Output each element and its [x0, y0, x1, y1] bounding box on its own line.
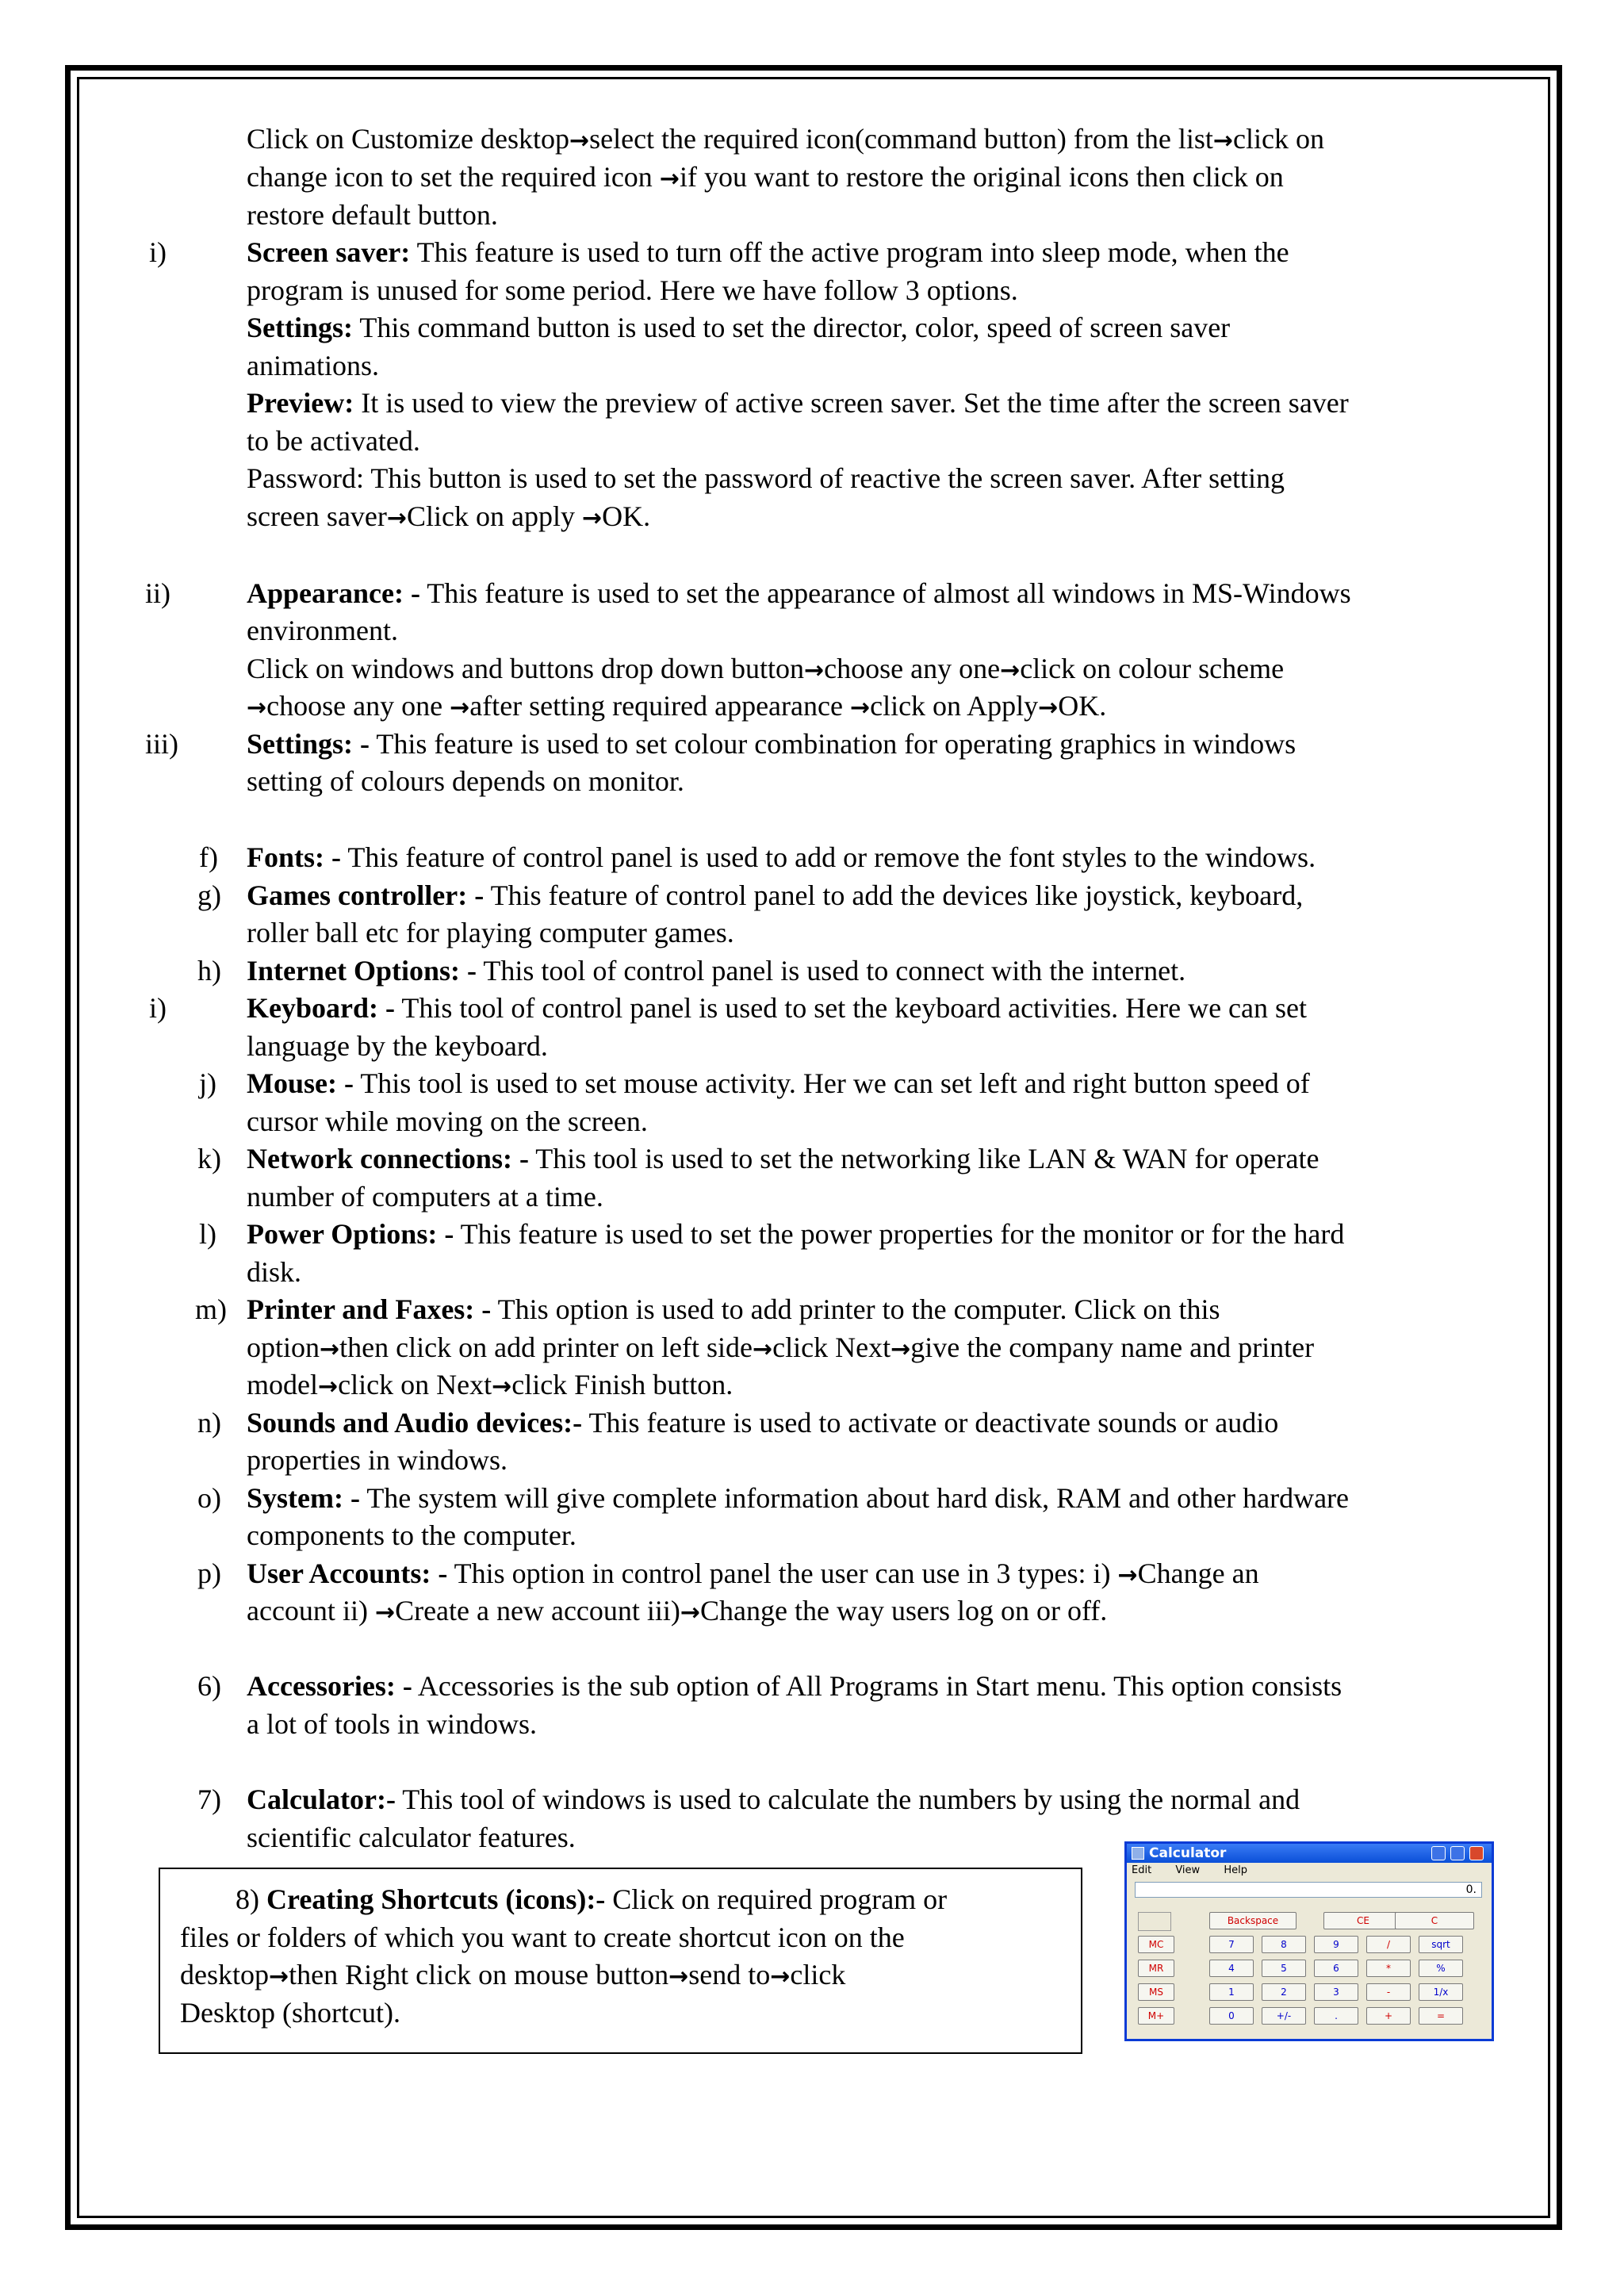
calculator-key: 1/x	[1419, 1983, 1463, 2001]
bold-term: Creating Shortcuts (icons):-	[266, 1883, 606, 1915]
text-run: This option in control panel the user can use in 3 types: i)	[447, 1557, 1118, 1589]
text-run: This feature of control panel to add the devices like joystick, keyboard,	[484, 879, 1304, 911]
list-marker: l)	[199, 1218, 216, 1250]
calculator-key: MC	[1138, 1936, 1174, 1953]
text-run: click Next	[772, 1331, 891, 1363]
text-run: language by the keyboard.	[247, 1030, 548, 1062]
text-line	[247, 1065, 1310, 1103]
arrow-right-icon: →	[374, 1599, 396, 1626]
arrow-right-icon: →	[659, 165, 680, 193]
text-run: cursor while moving on the screen.	[247, 1105, 648, 1137]
text-run: click on colour scheme	[1020, 653, 1285, 684]
list-marker: ii)	[145, 577, 170, 609]
text-run: change icon to set the required icon	[247, 161, 660, 193]
calculator-title-bar	[1127, 1844, 1492, 1863]
text-run: The system will give complete information about hard disk, RAM and other hardware	[359, 1482, 1350, 1514]
calculator-menu-bar	[1132, 1864, 1268, 1876]
bold-term: System: -	[247, 1482, 360, 1514]
calculator-key: C	[1395, 1912, 1474, 1929]
text-line	[247, 1781, 1300, 1819]
text-line	[247, 1216, 1344, 1254]
text-line	[247, 952, 1185, 990]
calculator-key: 5	[1262, 1960, 1306, 1977]
text-run: give the company name and printer	[910, 1331, 1315, 1363]
calculator-key: 8	[1262, 1936, 1306, 1953]
maximize-icon	[1450, 1846, 1465, 1860]
text-line	[247, 726, 1296, 764]
text-line	[247, 1404, 1278, 1443]
shortcut-text-line	[180, 1919, 905, 1957]
calculator-key: -	[1366, 1983, 1411, 2001]
text-run: This feature of control panel is used to add or remove the font styles to the windows.	[341, 841, 1316, 873]
calculator-key: 6	[1314, 1960, 1358, 1977]
calculator-key: %	[1419, 1960, 1463, 1977]
bold-term: Keyboard: -	[247, 992, 395, 1024]
text-run: This feature is used to set colour combination for operating graphics in windows	[370, 728, 1297, 760]
text-run: click	[790, 1959, 846, 1990]
list-marker: k)	[197, 1143, 221, 1174]
text-line	[247, 121, 1324, 160]
arrow-right-icon: →	[753, 1335, 773, 1363]
text-line	[247, 1706, 537, 1744]
calculator-key: /	[1366, 1936, 1411, 1953]
text-run: screen saver	[247, 500, 387, 532]
calculator-key: .	[1314, 2007, 1358, 2025]
text-run: click on Next	[338, 1369, 492, 1400]
text-run: a lot of tools in windows.	[247, 1708, 537, 1740]
text-run: then click on add printer on left side	[339, 1331, 753, 1363]
text-run: This feature is used to set the appearance of almost all windows in MS-Windows	[419, 577, 1351, 609]
close-icon	[1469, 1846, 1484, 1860]
text-line	[247, 347, 379, 385]
list-marker: 6)	[197, 1670, 221, 1702]
bold-term: Settings: -	[247, 728, 370, 760]
text-run: This feature is used to set the power properties for the monitor or for the hard	[454, 1218, 1345, 1250]
list-marker: p)	[197, 1557, 221, 1589]
arrow-right-icon: →	[668, 1963, 689, 1990]
text-run: It is used to view the preview of active screen saver. Set the time after the screen saver	[354, 387, 1349, 419]
list-marker: iii)	[145, 728, 178, 760]
text-run: components to the computer.	[247, 1519, 576, 1551]
arrow-right-icon: →	[269, 1963, 289, 1990]
calculator-app-icon	[1132, 1847, 1144, 1860]
text-line	[247, 1140, 1319, 1178]
text-line	[247, 763, 684, 801]
calculator-key: 7	[1209, 1936, 1254, 1953]
bold-term: Screen saver:	[247, 236, 411, 268]
bold-term: Games controller: -	[247, 879, 485, 911]
text-run: Click on Customize desktop	[247, 123, 569, 155]
calculator-key: CE	[1323, 1912, 1403, 1929]
text-line	[247, 272, 1018, 310]
text-run: Click on required program or	[605, 1883, 948, 1915]
text-run: Change the way users log on or off.	[700, 1595, 1108, 1626]
text-run: model	[247, 1369, 318, 1400]
text-run: number of computers at a time.	[247, 1181, 603, 1213]
text-run: program is unused for some period. Here we have follow 3 options.	[247, 274, 1018, 306]
text-run: account ii)	[247, 1595, 375, 1626]
arrow-right-icon: →	[803, 657, 825, 684]
text-run: restore default button.	[247, 199, 498, 231]
calculator-key: +	[1366, 2007, 1411, 2025]
calculator-key: sqrt	[1419, 1936, 1463, 1953]
shortcut-text-line	[236, 1881, 947, 1919]
arrow-right-icon: →	[1000, 657, 1021, 684]
calculator-key: Backspace	[1209, 1912, 1297, 1929]
list-marker: i)	[149, 992, 167, 1024]
calculator-key: +/-	[1262, 2007, 1306, 2025]
calculator-menu-help: Help	[1224, 1864, 1247, 1876]
text-line	[247, 877, 1303, 915]
arrow-right-icon: →	[317, 1373, 339, 1400]
text-run: OK.	[1058, 690, 1107, 722]
text-line	[247, 914, 734, 952]
bold-term: Power Options: -	[247, 1218, 454, 1250]
arrow-right-icon: →	[320, 1335, 340, 1363]
bold-term: Preview:	[247, 387, 354, 419]
text-run: select the required icon(command button) from the list	[589, 123, 1213, 155]
calculator-key: 3	[1314, 1983, 1358, 2001]
text-run: 8)	[236, 1883, 266, 1915]
text-run: click on	[1233, 123, 1324, 155]
minimize-icon	[1431, 1846, 1446, 1860]
text-run: This tool of control panel is used to connect with the internet.	[477, 955, 1186, 987]
list-marker: o)	[197, 1482, 221, 1514]
arrow-right-icon: →	[569, 127, 590, 155]
calculator-key: *	[1366, 1960, 1411, 1977]
shortcut-text-line	[180, 1956, 845, 1996]
text-run: scientific calculator features.	[247, 1822, 576, 1853]
text-line	[247, 688, 1106, 727]
text-run: choose any one	[824, 653, 1001, 684]
text-line	[247, 1668, 1342, 1706]
text-line	[247, 423, 420, 461]
arrow-right-icon: →	[1117, 1561, 1138, 1589]
text-run: This option is used to add printer to the computer. Click on this	[491, 1293, 1220, 1325]
text-line	[247, 1555, 1259, 1595]
calculator-screenshot	[1124, 1841, 1494, 2041]
arrow-right-icon: →	[386, 504, 408, 532]
calculator-key: 2	[1262, 1983, 1306, 2001]
text-run: environment.	[247, 615, 398, 646]
bold-term: Network connections: -	[247, 1143, 529, 1174]
text-line	[247, 1329, 1314, 1369]
calculator-menu-view: View	[1175, 1864, 1201, 1876]
text-run: after setting required appearance	[469, 690, 850, 722]
text-line	[247, 1103, 648, 1141]
text-line	[247, 1254, 301, 1292]
text-run: Create a new account iii)	[395, 1595, 680, 1626]
bold-term: Internet Options: -	[247, 955, 477, 987]
list-marker: f)	[199, 841, 218, 873]
text-run: This tool of windows is used to calculate the numbers by using the normal and	[395, 1784, 1300, 1815]
shortcut-section-box	[159, 1868, 1082, 2054]
text-line	[247, 1028, 548, 1066]
text-line	[247, 159, 1284, 198]
text-line	[247, 990, 1307, 1028]
text-run: if you want to restore the original icons then click on	[679, 161, 1284, 193]
calculator-key: MS	[1138, 1983, 1174, 2001]
text-run: roller ball etc for playing computer games.	[247, 917, 734, 948]
calculator-key: M+	[1138, 2007, 1174, 2025]
text-line	[247, 1442, 508, 1480]
text-run: click Finish button.	[511, 1369, 733, 1400]
bold-term: Accessories: -	[247, 1670, 412, 1702]
text-run: animations.	[247, 350, 379, 381]
text-line	[247, 1366, 733, 1406]
list-marker: h)	[197, 955, 221, 987]
text-run: send to	[688, 1959, 771, 1990]
text-run: click on Apply	[870, 690, 1039, 722]
text-run: to be activated.	[247, 425, 420, 457]
text-line	[247, 575, 1351, 613]
text-line	[247, 309, 1230, 347]
text-run: properties in windows.	[247, 1444, 508, 1476]
text-line	[247, 612, 398, 650]
list-marker: m)	[195, 1293, 227, 1325]
calculator-key: 1	[1209, 1983, 1254, 2001]
text-run: Password: This button is used to set the password of reactive the screen saver. After setting	[247, 462, 1285, 494]
arrow-right-icon: →	[891, 1335, 911, 1363]
text-run: option	[247, 1331, 320, 1363]
text-run: Click on windows and buttons drop down button	[247, 653, 804, 684]
list-marker: 7)	[197, 1784, 221, 1815]
text-line	[247, 839, 1316, 877]
bold-term: Calculator:-	[247, 1784, 396, 1815]
text-line	[247, 1819, 576, 1857]
bold-term: Appearance: -	[247, 577, 420, 609]
bold-term: Sounds and Audio devices:-	[247, 1407, 583, 1439]
text-run: Desktop (shortcut).	[180, 1997, 400, 2029]
arrow-right-icon: →	[492, 1373, 512, 1400]
arrow-right-icon: →	[849, 694, 871, 722]
text-line	[247, 498, 650, 538]
text-run: This feature is used to turn off the active program into sleep mode, when the	[410, 236, 1289, 268]
text-run: Accessories is the sub option of All Programs in Start menu. This option consists	[412, 1670, 1342, 1702]
arrow-right-icon: →	[582, 504, 603, 532]
arrow-right-icon: →	[1038, 694, 1059, 722]
arrow-right-icon: →	[1212, 127, 1234, 155]
text-run: Click on apply	[407, 500, 583, 532]
bold-term: User Accounts: -	[247, 1557, 448, 1589]
calculator-display: 0.	[1135, 1882, 1482, 1898]
list-marker: i)	[149, 236, 167, 268]
list-marker: j)	[199, 1067, 216, 1099]
text-run: Change an	[1137, 1557, 1259, 1589]
calculator-key: 9	[1314, 1936, 1358, 1953]
text-line	[247, 650, 1284, 690]
text-run: This command button is used to set the director, color, speed of screen saver	[353, 312, 1231, 343]
text-run: desktop	[180, 1959, 269, 1990]
arrow-right-icon: →	[680, 1599, 701, 1626]
text-line	[247, 1480, 1349, 1518]
text-line	[247, 1291, 1220, 1329]
text-run: choose any one	[266, 690, 450, 722]
text-run: This tool of control panel is used to set the keyboard activities. Here we can set	[394, 992, 1307, 1024]
bold-term: Mouse: -	[247, 1067, 354, 1099]
calculator-menu-edit: Edit	[1132, 1864, 1152, 1876]
bold-term: Settings:	[247, 312, 353, 343]
text-run: This feature is used to activate or deactivate sounds or audio	[582, 1407, 1279, 1439]
text-line	[247, 197, 498, 235]
calculator-key: 4	[1209, 1960, 1254, 1977]
text-line	[247, 1517, 576, 1555]
list-marker: g)	[197, 879, 221, 911]
text-line	[247, 460, 1285, 498]
text-run: disk.	[247, 1256, 302, 1288]
text-run: This tool is used to set the networking like LAN & WAN for operate	[528, 1143, 1320, 1174]
arrow-right-icon: →	[450, 694, 470, 722]
text-run: files or folders of which you want to create shortcut icon on the	[180, 1921, 905, 1953]
arrow-right-icon: →	[247, 694, 267, 722]
text-run: setting of colours depends on monitor.	[247, 765, 684, 797]
text-run: then Right click on mouse button	[289, 1959, 669, 1990]
text-run: This tool is used to set mouse activity. Her we can set left and right button speed of	[353, 1067, 1310, 1099]
list-marker: n)	[197, 1407, 221, 1439]
text-line	[247, 1592, 1107, 1632]
bold-term: Printer and Faxes: -	[247, 1293, 492, 1325]
text-line	[247, 1178, 603, 1216]
shortcut-text-line	[180, 1994, 400, 2033]
calculator-memory-indicator	[1138, 1912, 1171, 1931]
calculator-key: MR	[1138, 1960, 1174, 1977]
bold-term: Fonts: -	[247, 841, 341, 873]
calculator-key: 0	[1209, 2007, 1254, 2025]
calculator-key: =	[1419, 2007, 1463, 2025]
text-line	[247, 234, 1289, 272]
text-run: OK.	[602, 500, 651, 532]
text-line	[247, 385, 1349, 423]
calculator-title: Calculator	[1149, 1845, 1227, 1861]
arrow-right-icon: →	[770, 1963, 791, 1990]
